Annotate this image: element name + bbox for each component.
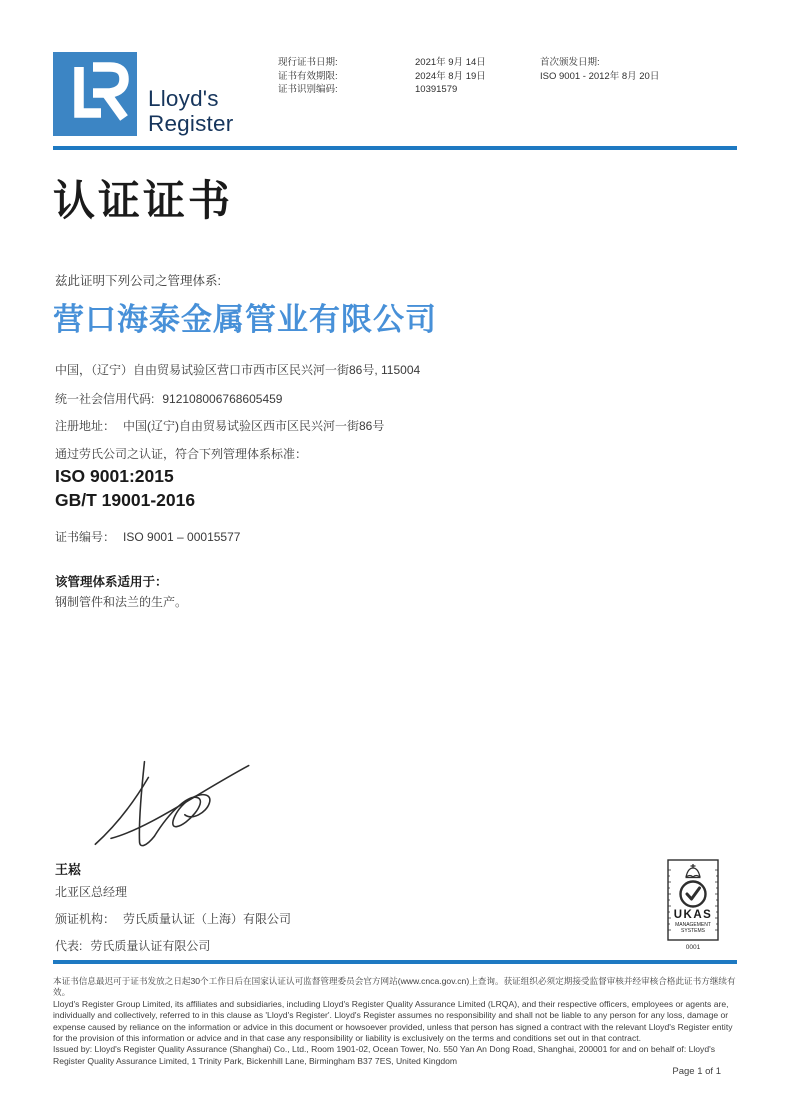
lloyds-register-wordmark [148, 86, 233, 136]
page-number: Page 1 of 1 [672, 1066, 721, 1077]
expiry-value: 2024年 8月 19日 [415, 70, 486, 82]
footer-cnca-notice: 本证书信息最迟可于证书发放之日起30个工作日后在国家认证认可监督管理委员会官方网站(www.cnca.gov.cn)上查询。获证组织必须定期接受监督审核并经审核合格此证书方继续有效。 [53, 976, 736, 998]
wordmark-line1: Lloyd's [148, 86, 219, 111]
certify-statement: 兹此证明下列公司之管理体系: [55, 274, 221, 288]
representative-label: 代表: [55, 939, 83, 953]
footer-divider [53, 960, 737, 964]
certificate-dates-column [278, 56, 538, 97]
current-issue-row [278, 56, 538, 70]
expiry-label: 证书有效期限: [278, 70, 338, 82]
footer-legal-disclaimer: Lloyd's Register Group Limited, its affiliates and subsidiaries, including Lloyd's Register Quality Assurance Limited (LRQA), and their respective officers, employees or agents are, individually and collectively, referred to in this clause as 'Lloyd's Register'. Lloyd's Register assumes no responsibility and shall not be liable to any person for any loss, damage or expense caused by reliance on the information or advice in this document or howsoever provided, unless that person has signed a contract with the relevant Lloyd's Register entity for the provision of this information or advice and in that case any responsibility or liability is exclusively on the terms and conditions set out in that contract. [53, 998, 733, 1044]
footer-issued-by: Issued by: Lloyd's Register Quality Assurance (Shanghai) Co., Ltd., Room 1901-02, Ocean Tower, No. 550 Yan An Dong Road, Shanghai, 200001 for and on behalf of: Lloyd's Register Quality Assurance Limited, 1 Trinity Park, Bickenhill Lane, Birmingham B37 7ES, United Kingdom [53, 1044, 716, 1066]
certificate-number-line [55, 528, 240, 545]
credit-code-value: 912108006768605459 [162, 392, 283, 406]
page-title: 认证证书 [53, 176, 234, 225]
first-issue-value: ISO 9001 - 2012年 8月 20日 [540, 70, 660, 82]
scope-text: 钢制管件和法兰的生产。 [55, 595, 188, 609]
signatory-name: 王崧 [55, 862, 82, 877]
first-issue-column [540, 56, 760, 83]
standards-list [55, 464, 195, 512]
standard-iso9001: ISO 9001:2015 [55, 466, 174, 486]
certificate-number-value: ISO 9001 – 00015577 [123, 530, 241, 544]
approval-statement: 通过劳氏公司之认证，符合下列管理体系标准： [55, 447, 308, 461]
certificate-id-value: 10391579 [415, 84, 458, 95]
ukas-sub1: MANAGEMENT [675, 922, 711, 928]
certificate-id-row [278, 83, 538, 97]
issuing-body-line [55, 910, 291, 927]
company-address: 中国，（辽宁）自由贸易试验区营口市西市区民兴河一街86号, 115004 [55, 363, 421, 377]
credit-code-label: 统一社会信用代码: [55, 392, 155, 406]
ukas-sub2: SYSTEMS [681, 928, 705, 934]
credit-code-line [55, 390, 282, 407]
current-issue-label: 现行证书日期: [278, 57, 338, 68]
certificate-number-label: 证书编号： [55, 530, 116, 544]
signatory-title: 北亚区总经理 [55, 885, 128, 899]
representative-line [55, 937, 210, 954]
issuing-body-value: 劳氏质量认证（上海）有限公司 [123, 912, 292, 926]
first-issue-label: 首次颁发日期: [540, 57, 600, 68]
company-name: 营口海泰金属管业有限公司 [53, 302, 437, 337]
header-divider [53, 146, 737, 150]
registered-address-line [55, 417, 384, 434]
ukas-accreditation-mark-icon [662, 856, 724, 952]
certificate-id-label: 证书识别编码: [278, 84, 338, 95]
footer-legal-text [53, 976, 737, 1067]
registered-address-value: 中国(辽宁)自由贸易试验区西市区民兴河一街86号 [123, 419, 385, 433]
scope-heading: 该管理体系适用于： [55, 575, 168, 589]
issuing-body-label: 颁证机构： [55, 912, 116, 926]
representative-value: 劳氏质量认证有限公司 [90, 939, 211, 953]
current-issue-value: 2021年 9月 14日 [415, 57, 486, 68]
expiry-row [278, 70, 538, 84]
ukas-label: UKAS [673, 909, 713, 921]
standard-gbt19001: GB/T 19001-2016 [55, 490, 196, 510]
lloyds-register-logo-icon [53, 52, 137, 136]
ukas-number: 0001 [685, 944, 701, 951]
signature-image [82, 742, 262, 860]
wordmark-line2: Register [148, 111, 234, 136]
registered-address-label: 注册地址： [55, 419, 116, 433]
